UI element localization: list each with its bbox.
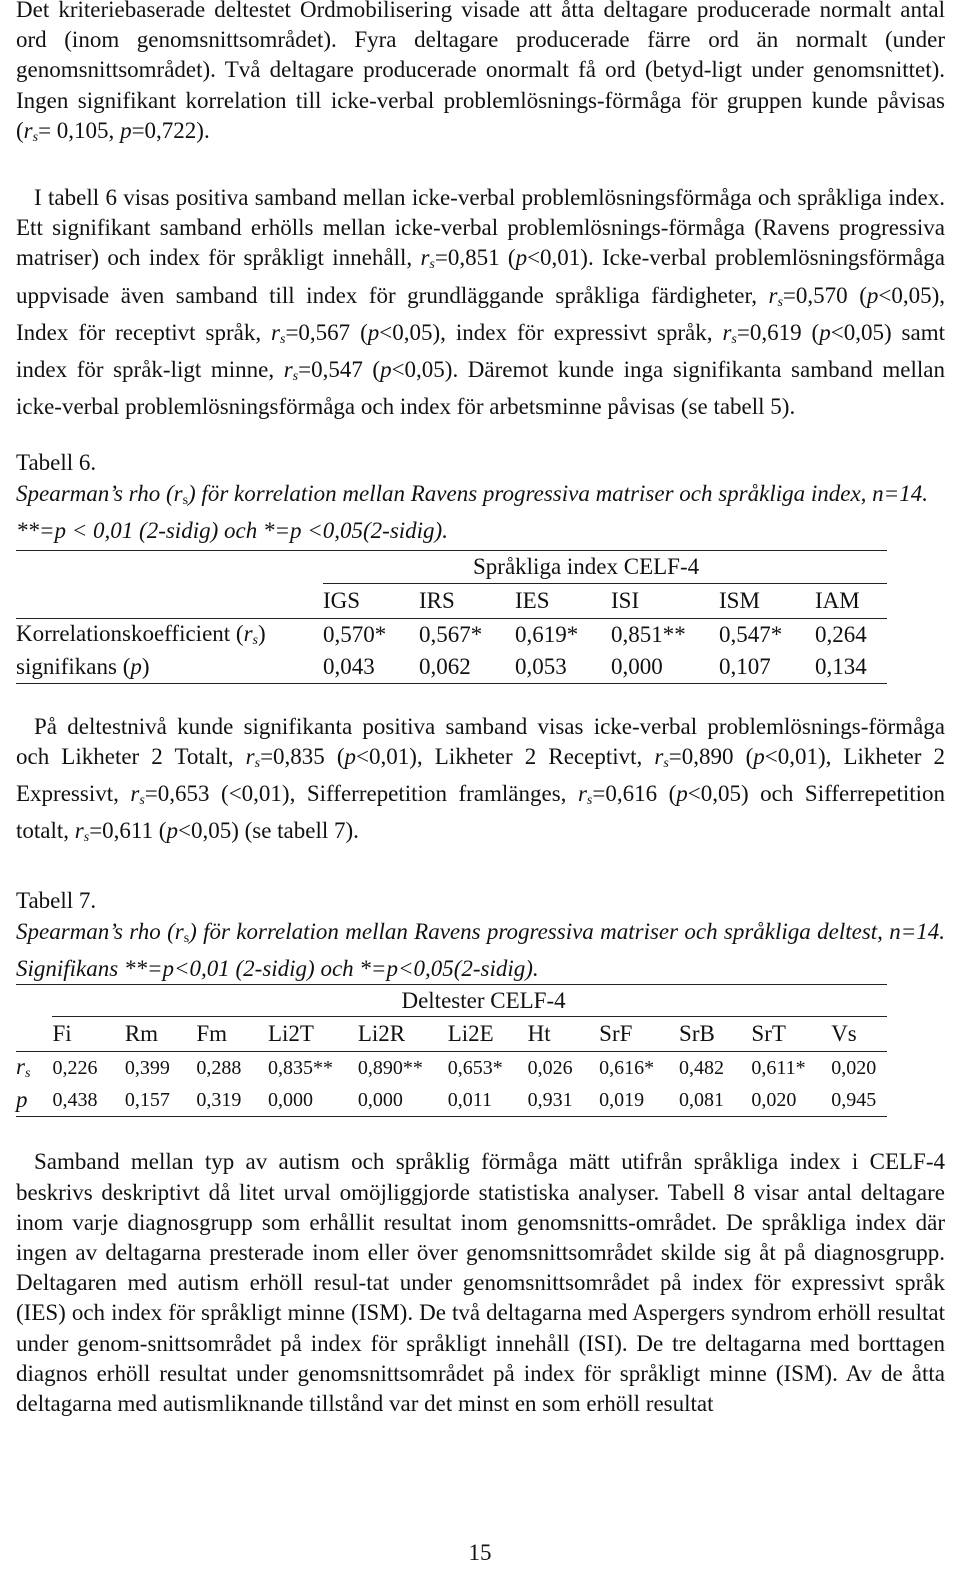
table7-col-header: Li2R [358, 1017, 448, 1052]
table-cell: 0,547* [719, 621, 783, 647]
table7-caption [16, 886, 945, 984]
table-cell: 0,026 [527, 1056, 573, 1079]
page-number: 15 [468, 1540, 492, 1565]
table7-col-header: Li2E [448, 1017, 528, 1052]
table7-group-header: Deltester CELF-4 [52, 984, 887, 1017]
table-cell: 0,020 [751, 1084, 831, 1117]
table7-title: Tabell 7. [16, 888, 97, 914]
table6-title: Tabell 6. [16, 450, 97, 476]
table-cell: 0,619* [515, 621, 579, 647]
table-cell: 0,482 [679, 1056, 725, 1079]
table-cell: 0,835** [267, 1056, 333, 1079]
table7-col-header: Ht [528, 1017, 600, 1052]
table6-row-label: signifikans (p) [16, 651, 323, 684]
table6-col-header: ISI [611, 583, 719, 618]
table7-col-header: Rm [125, 1017, 197, 1052]
table-cell: 0,616* [599, 1056, 655, 1079]
table7-header-row [16, 1017, 887, 1052]
paragraph-tabell6-intro: I tabell 6 visas positiva samband mellan icke-verbal problemlösningsförmåga och språkliga index. Ett signifikant samband erhölls mellan icke-verbal problemlösnings-förmåga (Ravens progressiva matriser) och index för språkligt innehåll, $r_s=0,851$ (p<0,01). Icke-verbal problemlösningsförmåga uppvisade även samband till index för grundläggande språkliga färdigheter, $r_s=0,570$ (p<0,05), Index för receptivt språk, $r_s=0,567$ (p<0,05), index för expressivt språk, $r_s=0,619$ (p<0,05) samt index för språk-ligt minne, $r_s=0,547$ (p<0,05). Däremot kunde inga signifikanta samband mellan icke-verbal problemlösningsförmåga och index för arbetsminne påvisas (se tabell 5). [16, 185, 946, 420]
table-cell: 0,611* [751, 1056, 806, 1079]
table-cell: 0,000 [611, 651, 719, 684]
table-cell: 0,020 [831, 1056, 877, 1079]
table7-row-label: p [16, 1084, 52, 1117]
table6-caption-text: Spearman’s rho $(r_s)$ för korrelation mellan Ravens progressiva matriser och språkliga index, n=14. **=p < 0,01 (2-sidig) och *=p <0,05(2-sidig). [16, 480, 928, 543]
document-page [16, 0, 945, 1419]
table6-col-header: ISM [719, 583, 815, 618]
table6-caption [16, 448, 945, 546]
table-cell: 0,945 [831, 1084, 887, 1117]
table-cell: 0,000 [358, 1084, 448, 1117]
table6-col-header: IRS [419, 583, 515, 618]
table-cell: 0,931 [528, 1084, 600, 1117]
table-cell: 0,053 [515, 651, 611, 684]
table-row [16, 1052, 887, 1085]
table-cell: 0,011 [448, 1084, 528, 1117]
table-cell: 0,107 [719, 651, 815, 684]
table-cell: 0,226 [52, 1056, 98, 1079]
table7-col-header: SrF [599, 1017, 679, 1052]
table-row [16, 651, 887, 684]
table7-col-header: Li2T [268, 1017, 358, 1052]
table7-row-label: $r_s$ [16, 1054, 31, 1082]
table-cell: 0,319 [196, 1084, 268, 1117]
table7-col-header: SrB [679, 1017, 751, 1052]
table-cell: 0,157 [125, 1084, 197, 1117]
table-cell: 0,081 [679, 1084, 751, 1117]
table-row [16, 618, 887, 651]
table-cell: 0,399 [124, 1056, 170, 1079]
table6-col-header: IAM [815, 583, 887, 618]
table-cell: 0,438 [52, 1084, 124, 1117]
table7-col-header: Fi [52, 1017, 124, 1052]
table-cell: 0,288 [196, 1056, 242, 1079]
table-cell: 0,653* [447, 1056, 503, 1079]
table7-col-header: Fm [196, 1017, 268, 1052]
table6-col-header: IGS [323, 583, 419, 618]
table-row [16, 1084, 887, 1117]
table6 [16, 550, 887, 684]
table6-group-header: Språkliga index CELF-4 [323, 551, 887, 584]
table-cell: 0,019 [599, 1084, 679, 1117]
table7-caption-text: Spearman’s rho $(r_s)$ för korrelation mellan Ravens progressiva matriser och språkliga deltest, n=14. Signifikans **=p<0,01 (2-sidig) och *=p<0,05(2-sidig). [16, 918, 945, 981]
table-cell: 0,134 [815, 651, 887, 684]
table7-col-header: SrT [751, 1017, 831, 1052]
table7-col-header: Vs [831, 1017, 887, 1052]
paragraph-ordmobilisering: Det kriteriebaserade deltestet Ordmobilisering visade att åtta deltagare producerade normalt antal ord (inom genomsnittsområdet). Fyra deltagare producerade färre ord än normalt (under genomsnittsområdet). Två deltagare producerade onormalt få ord (betyd-ligt under genomsnittet). Ingen signifikant korrelation till icke-verbal problemlösnings-förmåga för gruppen kunde påvisas ($r_s= 0,105$, p=0,722). [16, 0, 945, 145]
table6-row-label: Korrelationskoefficient $(r_s)$ [16, 620, 266, 648]
table-cell: 0,570* [323, 621, 387, 647]
table-cell: 0,264 [815, 621, 867, 647]
paragraph-deltestniva: På deltestnivå kunde signifikanta positiva samband visas icke-verbal problemlösnings-förmåga och Likheter 2 Totalt, $r_s=0,835$ (p<0,01), Likheter 2 Receptivt, $r_s=0,890$ (p<0,01), Likheter 2 Expressivt, $r_s=0,653$ (<0,01), Sifferrepetition framlänges, $r_s=0,616$ (p<0,05) och Sifferrepetition totalt, $r_s=0,611$ (p<0,05) (se tabell 7). [16, 713, 945, 846]
table-cell: 0,062 [419, 651, 515, 684]
table-cell: 0,000 [268, 1084, 358, 1117]
table6-col-header: IES [515, 583, 611, 618]
table-cell: 0,890** [357, 1056, 423, 1079]
paragraph-autism-sprak: Samband mellan typ av autism och språklig förmåga mätt utifrån språkliga index i CELF-4 beskrivs deskriptivt då litet urval omöjliggjorde statistiska analyser. Tabell 8 visar antal deltagare inom varje diagnosgrupp som erhållit resultat inom genomsnitts-området. De språkliga index där ingen av deltagarna presterade inom eller över genomsnittsområdet skilde sig åt på diagnosgrupp. Deltagaren med autism erhöll resul-tat under genomsnittsområdet på index för expressivt språk (IES) och index för språkligt minne (ISM). De två deltagarna med Aspergers syndrom erhöll resultat under genom-snittsområdet på index för språkligt innehåll (ISI). De tre deltagarna med borttagen diagnos erhöll resultat under genomsnittsområdet på index för språkligt minne (ISM). Av de åtta deltagarna med autismliknande tillstånd var det minst en som erhöll resultat [16, 1149, 945, 1417]
table7 [16, 984, 887, 1118]
table-cell: 0,567* [419, 621, 483, 647]
table-cell: 0,851** [611, 621, 686, 647]
table-cell: 0,043 [323, 651, 419, 684]
table6-header-row [16, 583, 887, 618]
